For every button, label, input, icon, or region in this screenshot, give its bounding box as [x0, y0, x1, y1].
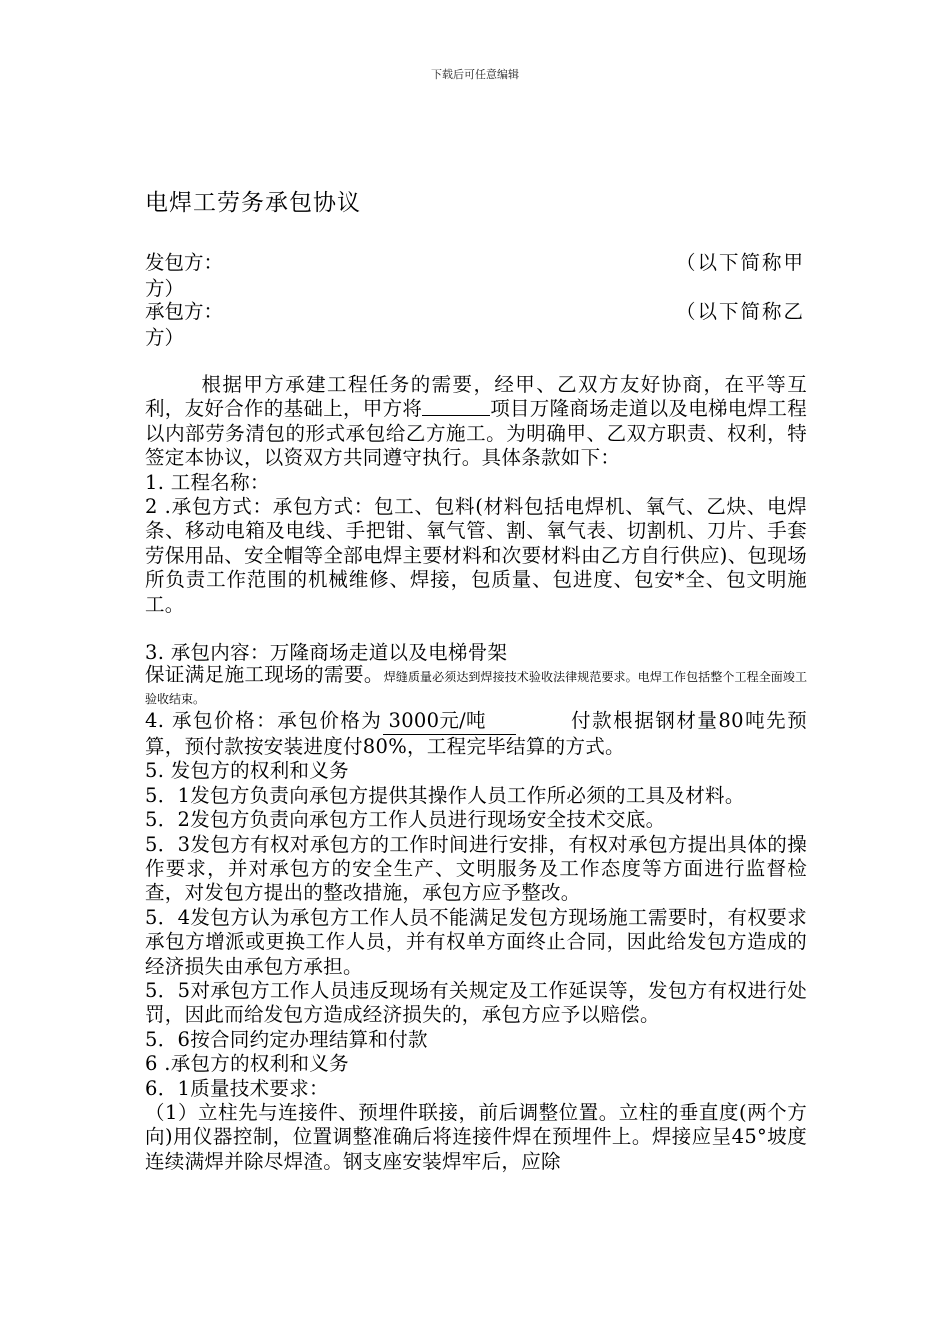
- clause-1: 1. 工程名称：: [145, 470, 270, 494]
- party-b-label: 承包方：: [145, 300, 224, 323]
- agreement-body: [145, 373, 807, 1174]
- project-blank: [422, 397, 490, 416]
- intro-paragraph: [145, 373, 807, 471]
- clause-5-1: 5．1发包方负责向承包方提供其操作人员工作所必须的工具及材料。: [145, 783, 745, 807]
- clause-4-post: 付款根据钢材量80吨先预算，预付款按安装进度付80%，工程完毕结算的方式。: [145, 709, 807, 758]
- clause-5-4: 5．4发包方认为承包方工作人员不能满足发包方现场施工需要时，有权要求承包方增派或更换工作人员，并有权单方面终止合同，因此给发包方造成的经济损失由承包方承担。: [145, 905, 807, 978]
- clause-5-6: 5．6按合同约定办理结算和付款: [145, 1027, 428, 1051]
- clause-4-price: 3000元/吨: [383, 709, 516, 734]
- clause-5-3: 5．3发包方有权对承包方的工作时间进行安排，有权对承包方提出具体的操作要求，并对承包方的安全生产、文明服务及工作态度等方面进行监督检查，对发包方提出的整改措施，承包方应予整改。: [145, 832, 807, 905]
- header-note: 下载后可任意编辑: [431, 68, 519, 81]
- intro-text-1: 根据甲方承建工程任务的需要，经甲、乙双方友好协商，在平等互利，友好合作的基础上，甲方将: [145, 373, 807, 421]
- clause-6-1: 6．1质量技术要求：: [145, 1076, 329, 1100]
- party-b-cont: 方）: [145, 326, 185, 349]
- clause-5: 5. 发包方的权利和义务: [145, 759, 349, 783]
- clause-5-5: 5．5对承包方工作人员违反现场有关规定及工作延误等，发包方有权进行处罚，因此而给发包方造成经济损失的，承包方应予以赔偿。: [145, 978, 807, 1027]
- party-a-cont: 方）: [145, 277, 185, 300]
- intro-text-2: 项目万隆商场走道以及电梯电焊工程以内部劳务清包的形式承包给乙方施工。为明确甲、乙双方职责、权利，特签定本协议，以资双方共同遵守执行。具体条款如下：: [145, 397, 808, 470]
- page-title: 电焊工劳务承包协议: [145, 190, 361, 216]
- clause-6-1-1: （1）立柱先与连接件、预埋件联接，前后调整位置。立柱的垂直度(两个方向)用仪器控制，位置调整准确后将连接件焊在预埋件上。焊接应呈45°坡度连续满焊并除尽焊渣。钢支座安装焊牢后，应除: [145, 1100, 807, 1173]
- clause-2: 2 .承包方式：承包方式：包工、包料(材料包括电焊机、氧气、乙炔、电焊条、移动电箱及电线、手把钳、氧气管、割、氧气表、切割机、刀片、手套劳保用品、安全帽等全部电焊主要材料和次要材料由乙方自行供应)、包现场所负责工作范围的机械维修、焊接，包质量、包进度、包安*全、包文明施工。: [145, 495, 807, 616]
- paragraph-gap: [145, 617, 807, 641]
- clause-6: 6 .承包方的权利和义务: [145, 1052, 349, 1076]
- party-a-note: （以下简称甲: [675, 251, 805, 274]
- clause-4-pre: 4. 承包价格：承包价格为: [145, 709, 383, 733]
- clause-5-2: 5．2发包方负责向承包方工作人员进行现场安全技术交底。: [145, 808, 666, 832]
- clause-3-small: 焊缝质量必须达到焊接技术验收法律规范要求。电焊工作包括整个工程全面竣工验收结束。: [145, 670, 807, 707]
- clause-3: 3. 承包内容：万隆商场走道以及电梯骨架: [145, 641, 508, 665]
- party-b-note: （以下简称乙: [675, 300, 805, 323]
- clause-4: [145, 709, 807, 759]
- party-a-label: 发包方：: [145, 251, 224, 274]
- clause-3-detail: [145, 665, 807, 709]
- clause-3-main: 保证满足施工现场的需要。: [145, 663, 384, 687]
